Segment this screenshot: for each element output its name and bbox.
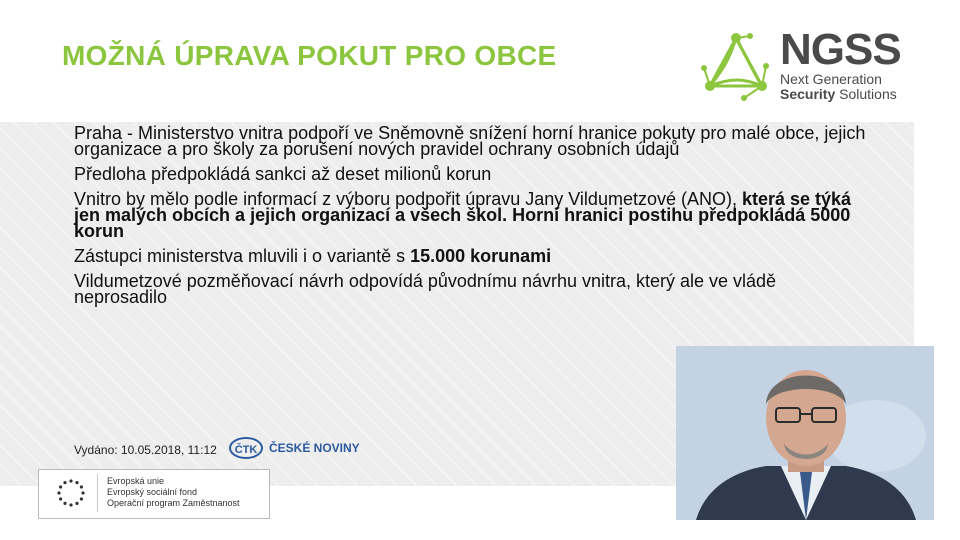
publish-date: Vydáno: 10.05.2018, 11:12 [74,443,217,457]
eu-text [107,476,240,509]
eu-line-2: Evropský sociální fond [107,487,198,497]
content-body [74,125,874,314]
ctk-logo [229,434,361,462]
portrait-photo [676,346,934,520]
eu-funding-logo [38,469,270,519]
eu-flag-icon [45,474,98,512]
paragraph-4: Zástupci ministerstva mluvili i o variantě s 15.000 korunami [74,246,552,266]
ngss-logo [700,25,920,108]
ctk-badge: ČTK [229,437,263,459]
logo-wordmark: NGSS [780,25,901,74]
eu-line-3: Operační program Zaměstnanost [107,498,240,508]
logo-tagline-1: Next Generation [780,71,882,87]
paragraph-5: Vildumetzové pozměňovací návrh odpovídá původnímu návrhu vnitra, který ale ve vládě neprosadilo [74,271,777,307]
paragraph-2: Předloha předpokládá sankci až deset milionů korun [74,164,492,184]
eu-line-1: Evropská unie [107,476,165,486]
slide-title: MOŽNÁ ÚPRAVA POKUT PRO OBCE [62,40,557,71]
paragraph-1: Praha - Ministerstvo vnitra podpoří ve Sněmovně snížení horní hranice pokuty pro malé obce, jejich organizace a pro školy za porušení nových pravidel ochrany osobních údajů [74,123,866,159]
portrait-illustration [676,346,934,520]
logo-tagline-2: Security Solutions [780,86,897,102]
paragraph-3: Vnitro by mělo podle informací z výboru podpořit úpravu Jany Vildumetzové (ANO), která se týká jen malých obcích a jejich organizací a všech škol. Horní hranici postihu předpokládá 5000 korun [74,189,852,241]
ctk-name: ČESKÉ NOVINY [269,441,360,455]
ngss-triangle-logo-icon [700,28,772,104]
